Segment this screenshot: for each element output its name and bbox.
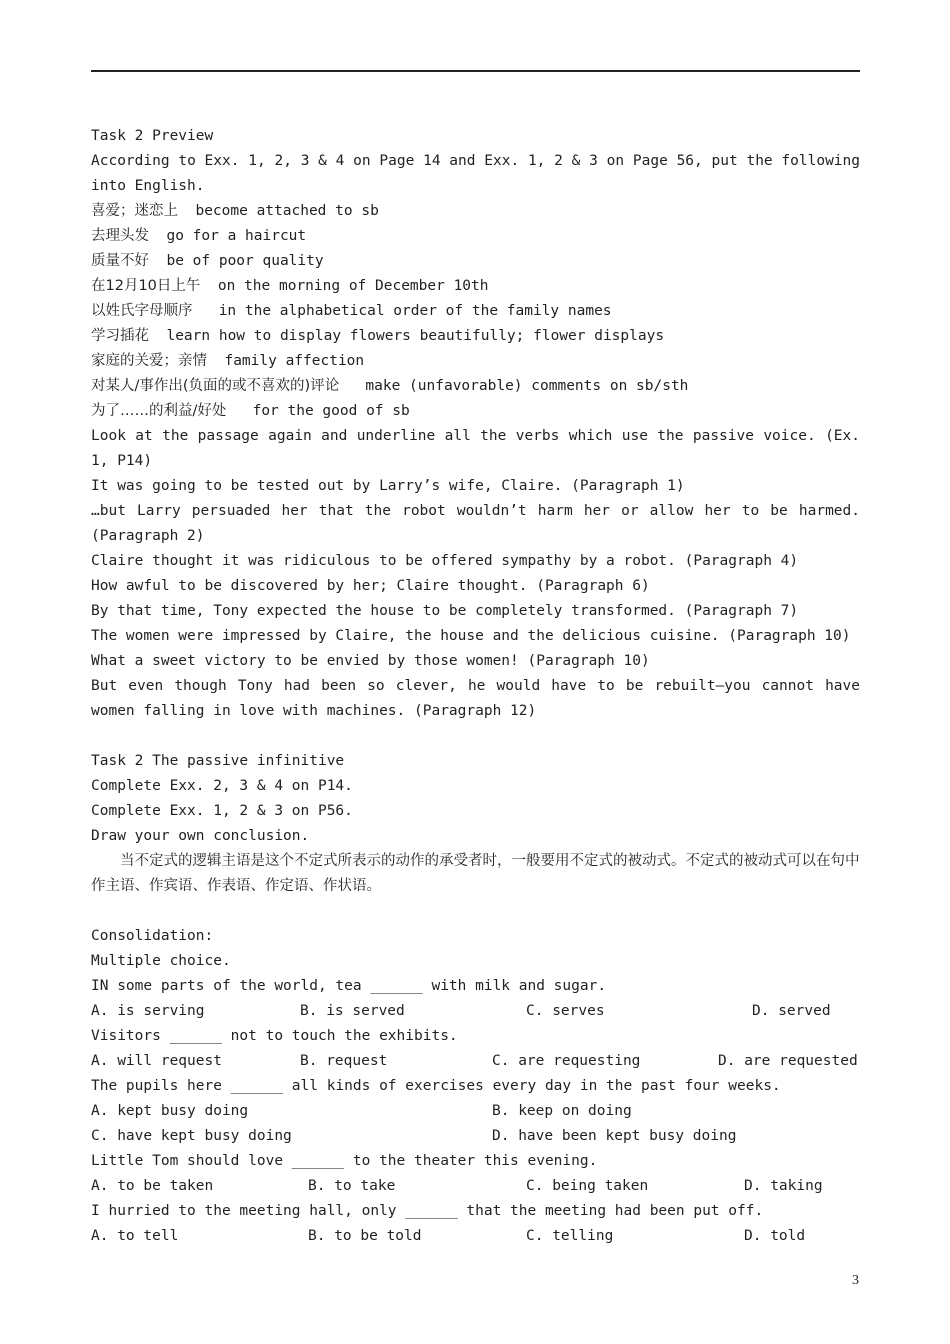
phrase-cn: 质量不好 (91, 253, 149, 269)
question-options (91, 1049, 860, 1074)
option: D. told (744, 1228, 806, 1244)
header-rule (91, 70, 860, 72)
passive-item: Complete Exx. 1, 2 & 3 on P56. (91, 803, 353, 819)
spacer (91, 724, 860, 749)
phrase-cn: 为了……的利益/好处 (91, 403, 227, 419)
option: C. being taken (526, 1178, 649, 1194)
preview-instruction: According to Exx. 1, 2, 3 & 4 on Page 14 and Exx. 1, 2 & 3 on Page 56, put the following into English. (91, 153, 860, 194)
phrase-item (91, 199, 860, 224)
option: A. is serving (91, 1003, 205, 1019)
passage-sentence: How awful to be discovered by her; Claire thought. (Paragraph 6) (91, 578, 650, 594)
question-options (91, 1124, 860, 1149)
phrase-en: in the alphabetical order of the family names (218, 303, 612, 319)
question-stem: The pupils here ______ all kinds of exercises every day in the past four weeks. (91, 1078, 781, 1094)
page-number: 3 (852, 1273, 859, 1288)
phrase-en: on the morning of December 10th (217, 278, 489, 294)
question-stem: I hurried to the meeting hall, only ______ that the meeting had been put off. (91, 1203, 764, 1219)
option: C. have kept busy doing (91, 1128, 292, 1144)
question-stem: Visitors ______ not to touch the exhibits. (91, 1028, 458, 1044)
question-options (91, 999, 860, 1024)
phrase-en: go for a haircut (166, 228, 307, 244)
option: D. taking (744, 1178, 823, 1194)
option: B. is served (300, 1003, 405, 1019)
consolidation-subheading: Multiple choice. (91, 953, 231, 969)
passage-sentence: It was going to be tested out by Larry’s wife, Claire. (Paragraph 1) (91, 478, 685, 494)
consolidation-heading: Consolidation: (91, 928, 214, 944)
passive-item: Draw your own conclusion. (91, 828, 310, 844)
spacer (91, 899, 860, 924)
phrase-en: family affection (224, 353, 365, 369)
phrase-item (91, 274, 860, 299)
option: A. to be taken (91, 1178, 214, 1194)
phrase-cn: 在12月10日上午 (91, 278, 201, 294)
question-options (91, 1174, 860, 1199)
phrase-en: be of poor quality (166, 253, 324, 269)
option: A. will request (91, 1053, 222, 1069)
option: C. telling (526, 1228, 614, 1244)
underline-instruction: Look at the passage again and underline all the verbs which use the passive voice. (Ex. 1, P14) (91, 428, 860, 469)
passage-sentence: The women were impressed by Claire, the house and the delicious cuisine. (Paragraph 10) (91, 628, 851, 644)
phrase-cn: 去理头发 (91, 228, 149, 244)
passive-conclusion: 当不定式的逻辑主语是这个不定式所表示的动作的承受者时，一般要用不定式的被动式。不定式的被动式可以在句中作主语、作宾语、作表语、作定语、作状语。 (91, 853, 860, 894)
phrase-en: make (unfavorable) comments on sb/sth (365, 378, 689, 394)
phrase-cn: 家庭的关爱；亲情 (91, 353, 207, 369)
phrase-item (91, 374, 860, 399)
phrase-item (91, 349, 860, 374)
phrase-item (91, 324, 860, 349)
passage-sentence: …but Larry persuaded her that the robot wouldn’t harm her or allow her to be harmed. (Paragraph 2) (91, 503, 860, 544)
option: B. to take (308, 1178, 396, 1194)
phrase-en: learn how to display flowers beautifully; flower displays (166, 328, 665, 344)
question-stem: Little Tom should love ______ to the theater this evening. (91, 1153, 598, 1169)
phrase-cn: 以姓氏字母顺序 (91, 303, 193, 319)
phrase-cn: 喜爱；迷恋上 (91, 203, 178, 219)
option: B. to be told (308, 1228, 422, 1244)
question-options (91, 1099, 860, 1124)
phrase-en: for the good of sb (252, 403, 410, 419)
option: B. request (300, 1053, 388, 1069)
passage-sentence: But even though Tony had been so clever, he would have to be rebuilt—you cannot have women falling in love with machines. (Paragraph 12) (91, 678, 860, 719)
passive-item: Complete Exx. 2, 3 & 4 on P14. (91, 778, 353, 794)
option: D. served (752, 1003, 831, 1019)
preview-heading: Task 2 Preview (91, 128, 214, 144)
option: C. are requesting (492, 1053, 641, 1069)
option: D. are requested (718, 1053, 858, 1069)
document-body (91, 124, 860, 1249)
phrase-item (91, 249, 860, 274)
phrase-en: become attached to sb (195, 203, 379, 219)
phrase-item (91, 399, 860, 424)
question-options (91, 1224, 860, 1249)
phrase-item (91, 299, 860, 324)
option: D. have been kept busy doing (492, 1128, 737, 1144)
passage-sentence: Claire thought it was ridiculous to be offered sympathy by a robot. (Paragraph 4) (91, 553, 799, 569)
phrase-cn: 对某人/事作出(负面的或不喜欢的)评论 (91, 378, 340, 394)
passive-heading: Task 2 The passive infinitive (91, 753, 345, 769)
question-stem: IN some parts of the world, tea ______ with milk and sugar. (91, 978, 607, 994)
phrase-cn: 学习插花 (91, 328, 149, 344)
passage-sentence: What a sweet victory to be envied by those women! (Paragraph 10) (91, 653, 650, 669)
phrase-item (91, 224, 860, 249)
option: C. serves (526, 1003, 605, 1019)
passage-sentence: By that time, Tony expected the house to be completely transformed. (Paragraph 7) (91, 603, 799, 619)
option: A. kept busy doing (91, 1103, 249, 1119)
option: A. to tell (91, 1228, 179, 1244)
option: B. keep on doing (492, 1103, 632, 1119)
